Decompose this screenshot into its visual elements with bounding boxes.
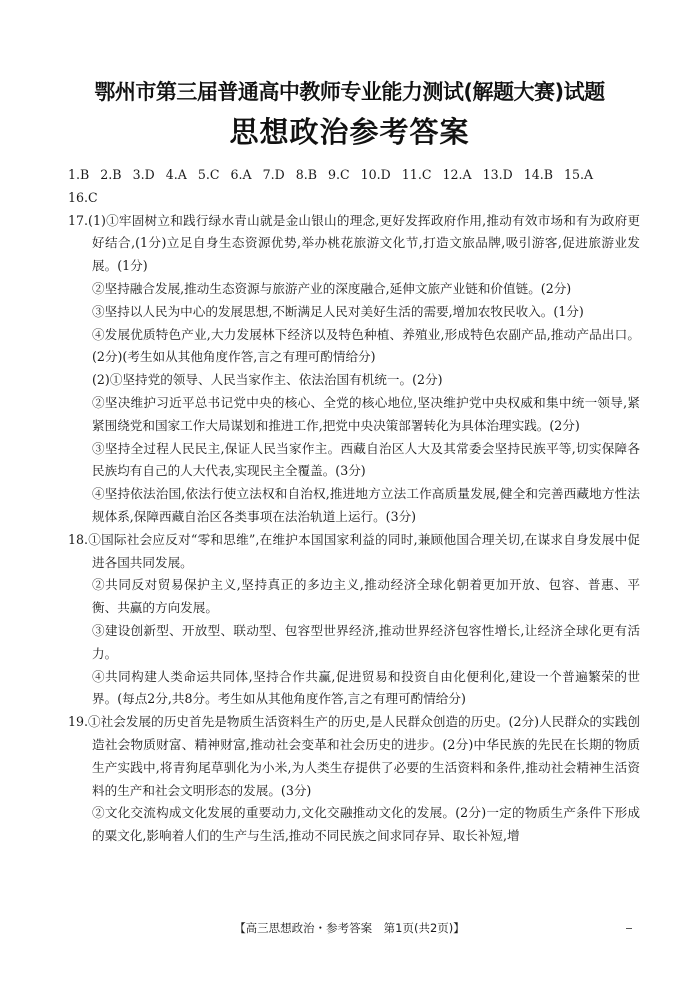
multiple-choice-answers [68,164,640,210]
q17-part2-point4: ④坚持依法治国,依法行使立法权和自治权,推进地方立法工作高质量发展,健全和完善西藏地方性法规体系,保障西藏自治区各类事项在法治轨道上运行。(3分) [92,486,640,524]
q17-part2-point1: (2)①坚持党的领导、人民当家作主、依法治国有机统一。(2分) [92,372,443,388]
mc-answer: 10.D [360,167,391,182]
mc-answer: 2.B [100,167,122,182]
mc-answer: 15.A [564,167,594,182]
corner-mark [626,928,632,929]
q17-part2-point3: ③坚持全过程人民民主,保证人民当家作主。西藏自治区人大及其常委会坚持民族平等,切实保障各民族均有自己的人大代表,实现民主全覆盖。(3分) [92,440,640,479]
q18-point1: 18.①国际社会应反对“零和思维”,在维护本国国家利益的同时,兼顾他国合理关切,在谋求自身发展中促进各国共同发展。 [68,531,640,570]
q17-part2-point2: ②坚决维护习近平总书记党中央的核心、全党的核心地位,坚决维护党中央权威和集中统一领导,紧紧围绕党和国家工作大局谋划和推进工作,把党中央决策部署转化为具体治理实践。(2分) [92,394,640,433]
mc-answer: 9.C [328,167,350,182]
mc-answer: 14.B [523,167,554,182]
mc-answer: 6.A [230,167,252,182]
q19-point1: 19.①社会发展的历史首先是物质生活资料生产的历史,是人民群众创造的历史。(2分)人民群众的实践创造社会物质财富、精神财富,推动社会变革和社会历史的进步。(2分)中华民族的先民在长期的物质生产实践中,将青狗尾草驯化为小米,为人类生存提供了必要的生活资料和条件,推动社会精神生活资料的生产和社会文明形态的发展。(3分) [68,714,640,798]
q18-point2: ②共同反对贸易保护主义,坚持真正的多边主义,推动经济全球化朝着更加开放、包容、普惠、平衡、共赢的方向发展。 [92,577,640,616]
q17-part1-point2: ②坚持融合发展,推动生态资源与旅游产业的深度融合,延伸文旅产业链和价值链。(2分) [92,280,572,296]
q17-part1-point3: ③坚持以人民为中心的发展思想,不断满足人民对美好生活的需要,增加农牧民收入。(1分) [92,303,584,319]
mc-answer: 13.D [482,167,513,182]
q17-part1-point1: 17.(1)①牢固树立和践行绿水青山就是金山银山的理念,更好发挥政府作用,推动有效市场和有为政府更好结合,(1分)立足自身生态资源优势,举办桃花旅游文化节,打造文旅品牌,吸引游客,促进旅游业发展。(1分) [68,212,640,274]
exam-title: 鄂州市第三届普通高中教师专业能力测试(解题大赛)试题 [94,80,605,104]
answer-key-title: 思想政治参考答案 [229,115,470,149]
mc-answer: 16.C [68,189,98,205]
mc-answer: 11.C [401,167,432,182]
mc-answer: 1.B [68,167,90,182]
answer-content [68,164,640,848]
page-footer: 【高三思想政治・参考答案 第1页(共2页)】 [234,921,465,935]
mc-answer: 8.B [295,167,317,182]
mc-answer: 3.D [132,167,155,182]
mc-answer: 7.D [262,167,285,182]
mc-answer: 4.A [165,167,187,182]
q17-part1-point4: ④发展优质特色产业,大力发展林下经济以及特色种植、养殖业,形成特色农副产品,推动产品出口。(2分)(考生如从其他角度作答,言之有理可酌情给分) [92,326,640,365]
mc-answer: 5.C [197,167,220,182]
mc-answer: 12.A [442,167,472,182]
q18-point4: ④共同构建人类命运共同体,坚持合作共赢,促进贸易和投资自由化便利化,建设一个普遍繁荣的世界。(每点2分,共8分。考生如从其他角度作答,言之有理可酌情给分) [92,668,640,707]
q18-point3: ③建设创新型、开放型、联动型、包容型世界经济,推动世界经济包容性增长,让经济全球化更有活力。 [92,622,640,661]
q19-point2: ②文化交流构成文化发展的重要动力,文化交融推动文化的发展。(2分)一定的物质生产条件下形成的粟文化,影响着人们的生产与生活,推动不同民族之间求同存异、取长补短,增 [92,805,640,844]
